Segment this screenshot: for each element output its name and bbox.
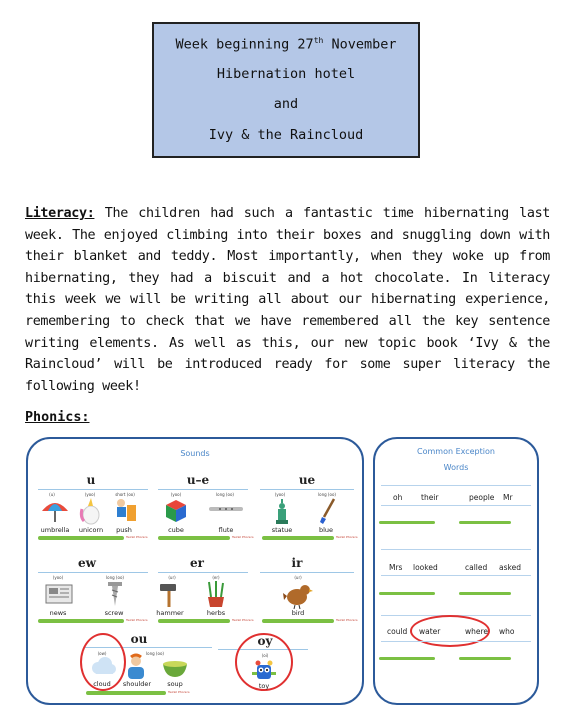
word-umbrella: umbrella <box>40 526 70 534</box>
word-shoulder: shoulder <box>122 680 152 688</box>
word-water: water <box>419 627 441 636</box>
paintbrush-icon <box>318 497 338 525</box>
literacy-paragraph <box>25 203 550 397</box>
sound-er: er <box>190 556 204 570</box>
soup-icon <box>160 655 190 679</box>
divider <box>158 572 248 573</box>
divider <box>260 572 354 573</box>
word-called: called <box>465 563 488 572</box>
sound-ew: ew <box>78 556 96 570</box>
book-title: Ivy & the Raincloud <box>208 127 364 143</box>
unicorn-icon <box>78 497 104 525</box>
sound-ir: ir <box>291 556 303 570</box>
word-push: push <box>116 526 132 534</box>
word-screw: screw <box>104 609 124 617</box>
week-beginning-line: Week beginning 27th November <box>175 36 397 53</box>
and-text: and <box>273 96 299 112</box>
progress-bar <box>158 619 230 623</box>
newspaper-icon <box>44 582 74 606</box>
push-icon <box>112 497 138 525</box>
word-mrs: Mrs <box>389 563 403 572</box>
word-oh: oh <box>393 493 403 502</box>
literacy-text: The children had such a fantastic time hibernating last week. The enjoyed climbing into their boxes and snuggling down with their blanket and teddy. Most importantly, when they woke up from hibernating, they had a biscuit and a hot chocolate. In literacy this week we will be writing all about our hibernating experience, remembering to check that we have remembered all the key sentence writing elements. As well as this, our new topic book ‘Ivy & the Raincloud’ will be introduced ready for some super literacy the following week! <box>25 206 550 394</box>
twinkl-logo: Twinkl Phonics <box>126 535 148 539</box>
word-unicorn: unicorn <box>78 526 104 534</box>
progress-bar <box>158 536 230 540</box>
progress-bar <box>379 657 435 660</box>
word-bird: bird <box>291 609 305 617</box>
progress-bar <box>379 592 435 595</box>
highlight-circle-water-where <box>410 615 490 647</box>
literacy-heading: Literacy: <box>25 206 95 221</box>
cew-title-line2: Words <box>443 463 469 472</box>
word-flute: flute <box>218 526 234 534</box>
sounds-panel <box>26 437 364 705</box>
divider <box>381 575 531 576</box>
divider <box>381 505 531 506</box>
divider <box>38 489 148 490</box>
cew-title-line1: Common Exception <box>417 447 495 456</box>
sound-ue: ue <box>298 473 316 487</box>
word-who: who <box>499 627 515 636</box>
tag: (yoo) <box>84 492 96 497</box>
sound-ou: ou <box>130 632 148 646</box>
word-soup: soup <box>167 680 183 688</box>
sounds-title: Sounds <box>180 449 210 458</box>
tag: long (oo) <box>318 492 336 497</box>
divider <box>381 641 531 642</box>
progress-bar <box>459 521 511 524</box>
title-box <box>152 22 420 158</box>
bird-icon <box>282 581 314 609</box>
divider <box>381 549 531 550</box>
screw-icon <box>104 580 126 608</box>
word-looked: looked <box>413 563 438 572</box>
twinkl-logo: Twinkl Phonics <box>336 618 358 622</box>
flute-icon <box>208 504 244 514</box>
word-asked: asked <box>499 563 521 572</box>
divider <box>38 572 148 573</box>
tag: (yoo) <box>52 575 64 580</box>
shoulder-icon <box>124 653 148 681</box>
progress-bar <box>379 521 435 524</box>
progress-bar <box>459 592 511 595</box>
divider <box>260 489 354 490</box>
cube-icon <box>162 497 190 525</box>
tag: long (oo) <box>106 575 124 580</box>
progress-bar <box>262 619 334 623</box>
word-blue: blue <box>318 526 334 534</box>
herbs-icon <box>204 579 228 609</box>
tag: (yoo) <box>274 492 286 497</box>
word-statue: statue <box>271 526 293 534</box>
divider <box>158 489 248 490</box>
progress-bar <box>262 536 334 540</box>
hammer-icon <box>156 581 186 609</box>
twinkl-logo: Twinkl Phonics <box>168 690 190 694</box>
word-mr: Mr <box>503 493 513 502</box>
tag: (er) <box>212 575 220 580</box>
progress-bar <box>459 657 511 660</box>
tag: (ow) <box>97 651 107 656</box>
tag: (ur) <box>294 575 302 580</box>
word-herbs: herbs <box>206 609 226 617</box>
topic-title: Hibernation hotel <box>216 66 356 82</box>
tag: short (oo) <box>115 492 135 497</box>
statue-icon <box>272 497 292 525</box>
umbrella-icon <box>40 497 70 525</box>
word-could: could <box>387 627 408 636</box>
tag: (yoo) <box>170 492 182 497</box>
progress-bar <box>38 536 124 540</box>
twinkl-logo: Twinkl Phonics <box>232 535 254 539</box>
word-cloud: cloud <box>93 680 111 688</box>
twinkl-logo: Twinkl Phonics <box>126 618 148 622</box>
sound-oy: oy <box>257 634 273 648</box>
sound-u: u <box>86 473 96 487</box>
word-news: news <box>49 609 67 617</box>
word-hammer: hammer <box>156 609 184 617</box>
tag: (ur) <box>168 575 176 580</box>
tag: (u) <box>49 492 55 497</box>
word-people: people <box>469 493 495 502</box>
progress-bar <box>38 619 124 623</box>
word-their: their <box>421 493 439 502</box>
divider <box>381 485 531 486</box>
progress-bar <box>86 691 166 695</box>
tag: long (oo) <box>216 492 234 497</box>
common-exception-panel <box>373 437 539 705</box>
twinkl-logo: Twinkl Phonics <box>232 618 254 622</box>
word-toy: toy <box>258 682 270 690</box>
sound-u-e: u–e <box>186 473 210 487</box>
word-where: where <box>465 627 489 636</box>
tag: long (oo) <box>146 651 164 656</box>
twinkl-logo: Twinkl Phonics <box>336 535 358 539</box>
phonics-heading: Phonics: <box>25 410 90 425</box>
word-cube: cube <box>168 526 184 534</box>
tag: (oi) <box>261 653 269 658</box>
